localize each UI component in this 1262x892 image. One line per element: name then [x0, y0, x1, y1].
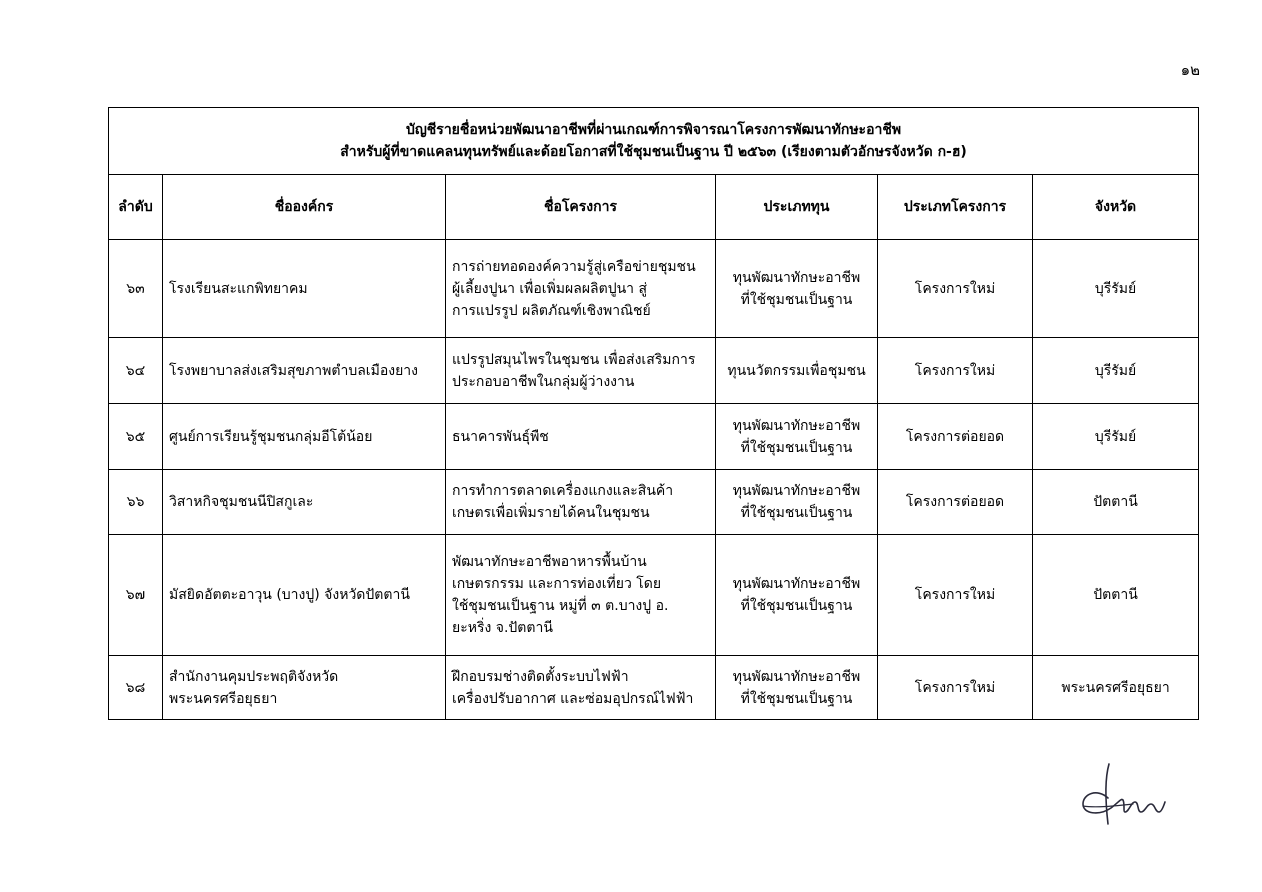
province: บุรีรัมย์: [1033, 240, 1199, 338]
table-title: [109, 108, 1199, 175]
table-row: [109, 240, 1199, 338]
table-title-line-1: บัญชีรายชื่อหน่วยพัฒนาอาชีพที่ผ่านเกณฑ์การพิจารณาโครงการพัฒนาทักษะอาชีพ: [405, 122, 902, 138]
project-name: [446, 470, 716, 535]
table-row: [109, 470, 1199, 535]
project-type: โครงการต่อยอด: [878, 470, 1033, 535]
fund-type-line: ที่ใช้ชุมชนเป็นฐาน: [740, 291, 853, 308]
fund-type: [716, 535, 878, 656]
province: ปัตตานี: [1033, 470, 1199, 535]
organization-name: [163, 470, 446, 535]
organization-name: [163, 240, 446, 338]
fund-type-line: ทุนพัฒนาทักษะอาชีพ: [732, 576, 861, 592]
fund-type-line: ที่ใช้ชุมชนเป็นฐาน: [740, 439, 853, 456]
project-name: [446, 338, 716, 404]
row-number: ๖๖: [109, 470, 163, 535]
table-row: [109, 656, 1199, 720]
project-name: [446, 656, 716, 720]
table-row: [109, 338, 1199, 404]
column-header-organization: ชื่อองค์กร: [163, 175, 446, 240]
fund-type: [716, 240, 878, 338]
project-name-line: ใช้ชุมชนเป็นฐาน หมู่ที่ ๓ ต.บางปู อ.: [452, 598, 669, 614]
organization-name-line: มัสยิดอัตตะอาวุน (บางปู) จังหวัดปัตตานี: [169, 587, 410, 603]
handwritten-signature: [1075, 758, 1170, 830]
project-name-line: เกษตรเพื่อเพิ่มรายได้คนในชุมชน: [452, 505, 650, 521]
project-name: [446, 240, 716, 338]
column-header-project: ชื่อโครงการ: [446, 175, 716, 240]
organization-name-line: ศูนย์การเรียนรู้ชุมชนกลุ่มอีโต้น้อย: [169, 428, 373, 445]
project-name-line: ฝึกอบรมช่างติดตั้งระบบไฟฟ้า: [452, 668, 629, 685]
fund-type: [716, 404, 878, 470]
table-header-row: [109, 175, 1199, 240]
fund-type-line: ทุนพัฒนาทักษะอาชีพ: [732, 483, 861, 499]
project-name-line: เครื่องปรับอากาศ และซ่อมอุปกรณ์ไฟฟ้า: [452, 690, 694, 707]
project-type: โครงการใหม่: [878, 535, 1033, 656]
project-name-line: การถ่ายทอดองค์ความรู้สู่เครือข่ายชุมชน: [452, 258, 696, 275]
table-row: [109, 535, 1199, 656]
column-header-project-type: ประเภทโครงการ: [878, 175, 1033, 240]
organization-name: [163, 535, 446, 656]
column-header-province: จังหวัด: [1033, 175, 1199, 240]
fund-type: [716, 338, 878, 404]
project-name-line: พัฒนาทักษะอาชีพอาหารพื้นบ้าน: [452, 554, 647, 570]
province: ปัตตานี: [1033, 535, 1199, 656]
fund-type-line: ทุนนวัตกรรมเพื่อชุมชน: [727, 362, 866, 379]
fund-type-line: ทุนพัฒนาทักษะอาชีพ: [732, 269, 861, 286]
project-type: โครงการใหม่: [878, 338, 1033, 404]
organization-name: [163, 656, 446, 720]
fund-type-line: ที่ใช้ชุมชนเป็นฐาน: [740, 690, 853, 707]
project-name-line: ธนาคารพันธุ์พืช: [452, 428, 549, 445]
province: พระนครศรีอยุธยา: [1033, 656, 1199, 720]
row-number: ๖๘: [109, 656, 163, 720]
organization-name: [163, 404, 446, 470]
project-name-line: เกษตรกรรม และการท่องเที่ยว โดย: [452, 576, 662, 592]
project-name: [446, 404, 716, 470]
fund-type: [716, 656, 878, 720]
table-row: [109, 404, 1199, 470]
project-name-line: ยะหริ่ง จ.ปัตตานี: [452, 620, 553, 636]
project-type: โครงการใหม่: [878, 240, 1033, 338]
province: บุรีรัมย์: [1033, 338, 1199, 404]
column-header-no: ลำดับ: [109, 175, 163, 240]
organization-name-line: พระนครศรีอยุธยา: [169, 690, 278, 707]
fund-type-line: ทุนพัฒนาทักษะอาชีพ: [732, 668, 861, 685]
project-name-line: การแปรรูป ผลิตภัณฑ์เชิงพาณิชย์: [452, 302, 651, 319]
table-title-row: [109, 108, 1199, 175]
organization-name-line: วิสาหกิจชุมชนนีปิสกูเละ: [169, 494, 314, 510]
project-type: โครงการต่อยอด: [878, 404, 1033, 470]
organization-name-line: โรงเรียนสะแกพิทยาคม: [169, 280, 308, 297]
page-number: ๑๒: [1180, 61, 1200, 79]
row-number: ๖๕: [109, 404, 163, 470]
fund-type-line: ทุนพัฒนาทักษะอาชีพ: [732, 417, 861, 434]
table-title-line-2: สำหรับผู้ที่ขาดแคลนทุนทรัพย์และด้อยโอกาสที่ใช้ชุมชนเป็นฐาน ปี ๒๕๖๓ (เรียงตามตัวอักษรจังหวัด ก-ฮ): [340, 144, 967, 160]
project-list-table: [108, 107, 1199, 720]
column-header-fund-type: ประเภททุน: [716, 175, 878, 240]
project-name-line: แปรรูปสมุนไพรในชุมชน เพื่อส่งเสริมการ: [452, 351, 696, 368]
fund-type: [716, 470, 878, 535]
organization-name-line: สำนักงานคุมประพฤติจังหวัด: [169, 668, 339, 685]
project-name-line: ผู้เลี้ยงปูนา เพื่อเพิ่มผลผลิตปูนา สู่: [452, 280, 648, 297]
project-name-line: การทำการตลาดเครื่องแกงและสินค้า: [452, 483, 674, 499]
fund-type-line: ที่ใช้ชุมชนเป็นฐาน: [740, 598, 853, 614]
project-name: [446, 535, 716, 656]
row-number: ๖๓: [109, 240, 163, 338]
organization-name-line: โรงพยาบาลส่งเสริมสุขภาพตำบลเมืองยาง: [169, 362, 418, 379]
project-name-line: ประกอบอาชีพในกลุ่มผู้ว่างงาน: [452, 373, 635, 390]
province: บุรีรัมย์: [1033, 404, 1199, 470]
fund-type-line: ที่ใช้ชุมชนเป็นฐาน: [740, 505, 853, 521]
row-number: ๖๔: [109, 338, 163, 404]
organization-name: [163, 338, 446, 404]
project-type: โครงการใหม่: [878, 656, 1033, 720]
row-number: ๖๗: [109, 535, 163, 656]
